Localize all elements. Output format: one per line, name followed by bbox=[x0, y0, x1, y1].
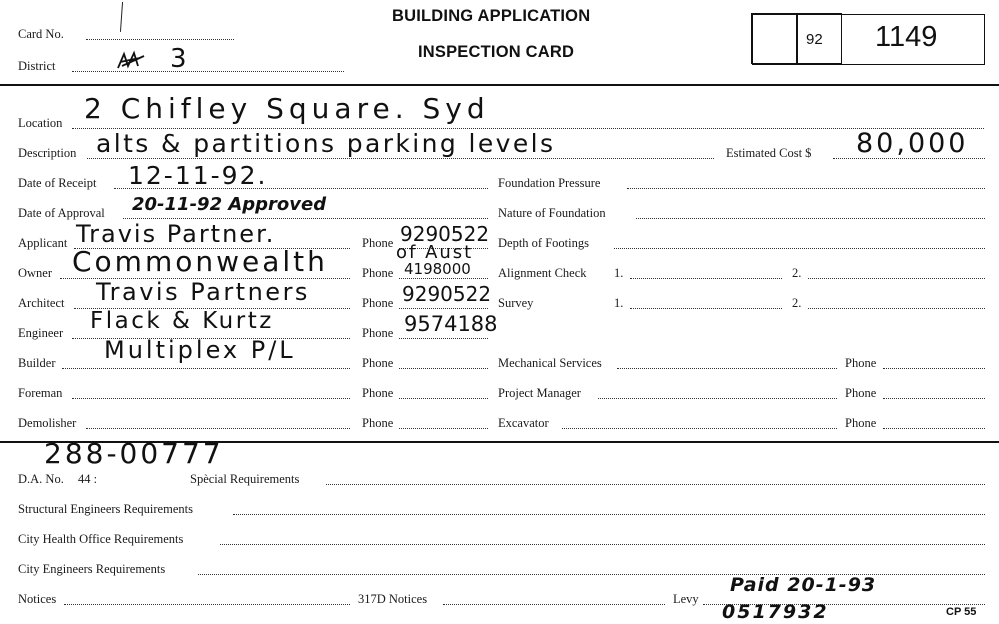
depth-of-footings-label: Depth of Footings bbox=[498, 236, 589, 250]
city-engineers-requirements-label: City Engineers Requirements bbox=[18, 562, 166, 576]
form-code: CP 55 bbox=[946, 606, 977, 618]
architect-label: Architect bbox=[18, 296, 65, 310]
depth-of-footings-field[interactable] bbox=[614, 248, 985, 249]
engineer-label: Engineer bbox=[18, 326, 64, 340]
demolisher-field[interactable] bbox=[86, 428, 350, 429]
levy-label: Levy bbox=[673, 592, 699, 606]
district-label: District bbox=[18, 59, 56, 73]
estimated-cost-label: Estimated Cost $ bbox=[726, 146, 812, 160]
engineer-phone-label: Phone bbox=[362, 326, 394, 340]
date-of-approval-value: 20-11-92 Approved bbox=[132, 194, 327, 215]
owner-value: Commonwealth bbox=[72, 245, 328, 278]
mechanical-services-phone-field[interactable] bbox=[883, 368, 985, 369]
foundation-pressure-field[interactable] bbox=[627, 188, 985, 189]
applicant-phone-value: 9290522 bbox=[400, 222, 490, 246]
district-field[interactable] bbox=[72, 71, 344, 72]
mechanical-services-label: Mechanical Services bbox=[498, 356, 602, 370]
engineer-phone-field[interactable] bbox=[399, 338, 488, 339]
special-requirements-field[interactable] bbox=[326, 484, 985, 485]
builder-phone-label: Phone bbox=[362, 356, 394, 370]
estimated-cost-value: 80,000 bbox=[856, 128, 969, 159]
owner-phone-value: 4198000 bbox=[404, 260, 471, 278]
mechanical-services-field[interactable] bbox=[617, 368, 837, 369]
demolisher-label: Demolisher bbox=[18, 416, 77, 430]
location-label: Location bbox=[18, 116, 63, 130]
engineer-phone-value: 9574188 bbox=[404, 312, 498, 336]
description-label: Description bbox=[18, 146, 77, 160]
alignment-check-1-label: 1. bbox=[614, 266, 624, 280]
health-requirements-label: City Health Office Requirements bbox=[18, 532, 184, 546]
description-value: alts & partitions parking levels bbox=[96, 129, 556, 158]
description-field[interactable] bbox=[87, 158, 714, 159]
da-handwritten-number: 288-00777 bbox=[44, 437, 224, 470]
date-of-approval-field[interactable] bbox=[123, 218, 488, 219]
date-of-receipt-value: 12-11-92. bbox=[128, 161, 268, 190]
number-box-year: 92 bbox=[806, 31, 823, 48]
form-title-line1: BUILDING APPLICATION bbox=[392, 7, 591, 25]
notices-label: Notices bbox=[18, 592, 57, 606]
da-no-value: 44 : bbox=[78, 472, 98, 486]
project-manager-label: Project Manager bbox=[498, 386, 581, 400]
foreman-field[interactable] bbox=[72, 398, 350, 399]
notices-field[interactable] bbox=[64, 604, 350, 605]
da-no-label: D.A. No. bbox=[18, 472, 64, 486]
project-manager-phone-field[interactable] bbox=[883, 398, 985, 399]
special-requirements-label: Spècial Requirements bbox=[190, 472, 300, 486]
demolisher-phone-label: Phone bbox=[362, 416, 394, 430]
survey-label: Survey bbox=[498, 296, 534, 310]
survey-1-label: 1. bbox=[614, 296, 624, 310]
structural-requirements-field[interactable] bbox=[233, 514, 985, 515]
owner-phone-label: Phone bbox=[362, 266, 394, 280]
notices-317d-label: 317D Notices bbox=[358, 592, 428, 606]
levy-receipt-number: 0517932 bbox=[722, 601, 829, 623]
survey-2-label: 2. bbox=[792, 296, 802, 310]
alignment-check-1-field[interactable] bbox=[630, 278, 782, 279]
builder-label: Builder bbox=[18, 356, 56, 370]
project-manager-field[interactable] bbox=[598, 398, 837, 399]
foreman-phone-field[interactable] bbox=[399, 398, 488, 399]
date-of-approval-label: Date of Approval bbox=[18, 206, 105, 220]
number-box-value: 1149 bbox=[875, 21, 938, 53]
applicant-label: Applicant bbox=[18, 236, 68, 250]
excavator-phone-field[interactable] bbox=[883, 428, 985, 429]
levy-value: Paid 20-1-93 bbox=[730, 574, 877, 596]
excavator-field[interactable] bbox=[562, 428, 837, 429]
builder-field[interactable] bbox=[62, 368, 350, 369]
date-of-receipt-label: Date of Receipt bbox=[18, 176, 97, 190]
alignment-check-label: Alignment Check bbox=[498, 266, 587, 280]
project-manager-phone-label: Phone bbox=[845, 386, 877, 400]
card-no-label: Card No. bbox=[18, 27, 64, 41]
alignment-check-2-field[interactable] bbox=[808, 278, 985, 279]
architect-phone-field[interactable] bbox=[399, 308, 488, 309]
notices-317d-field[interactable] bbox=[443, 604, 665, 605]
form-title-line2: INSPECTION CARD bbox=[418, 43, 575, 61]
card-no-field[interactable] bbox=[86, 39, 234, 40]
owner-phone-field[interactable] bbox=[399, 278, 488, 279]
architect-value: Travis Partners bbox=[96, 278, 310, 306]
number-box bbox=[752, 14, 985, 65]
district-value: 3 bbox=[170, 44, 187, 74]
pen-mark bbox=[120, 2, 126, 32]
location-value: 2 Chifley Square. Syd bbox=[84, 92, 490, 125]
alignment-check-2-label: 2. bbox=[792, 266, 802, 280]
health-requirements-field[interactable] bbox=[220, 544, 985, 545]
architect-phone-label: Phone bbox=[362, 296, 394, 310]
foreman-label: Foreman bbox=[18, 386, 63, 400]
owner-label: Owner bbox=[18, 266, 53, 280]
builder-value: Multiplex P/L bbox=[104, 336, 296, 364]
header-divider bbox=[0, 84, 999, 86]
demolisher-phone-field[interactable] bbox=[399, 428, 488, 429]
foundation-pressure-label: Foundation Pressure bbox=[498, 176, 601, 190]
foreman-phone-label: Phone bbox=[362, 386, 394, 400]
applicant-phone-label: Phone bbox=[362, 236, 394, 250]
nature-of-foundation-label: Nature of Foundation bbox=[498, 206, 606, 220]
owner-value-line2: of Aust bbox=[396, 242, 474, 263]
district-crossout bbox=[116, 50, 150, 72]
architect-phone-value: 9290522 bbox=[402, 282, 492, 306]
survey-2-field[interactable] bbox=[808, 308, 985, 309]
survey-1-field[interactable] bbox=[630, 308, 782, 309]
structural-requirements-label: Structural Engineers Requirements bbox=[18, 502, 193, 516]
applicant-value: Travis Partner. bbox=[76, 220, 276, 248]
number-box-blank bbox=[751, 13, 798, 64]
nature-of-foundation-field[interactable] bbox=[636, 218, 985, 219]
excavator-phone-label: Phone bbox=[845, 416, 877, 430]
engineer-value: Flack & Kurtz bbox=[90, 308, 274, 334]
builder-phone-field[interactable] bbox=[399, 368, 488, 369]
excavator-label: Excavator bbox=[498, 416, 549, 430]
mechanical-services-phone-label: Phone bbox=[845, 356, 877, 370]
